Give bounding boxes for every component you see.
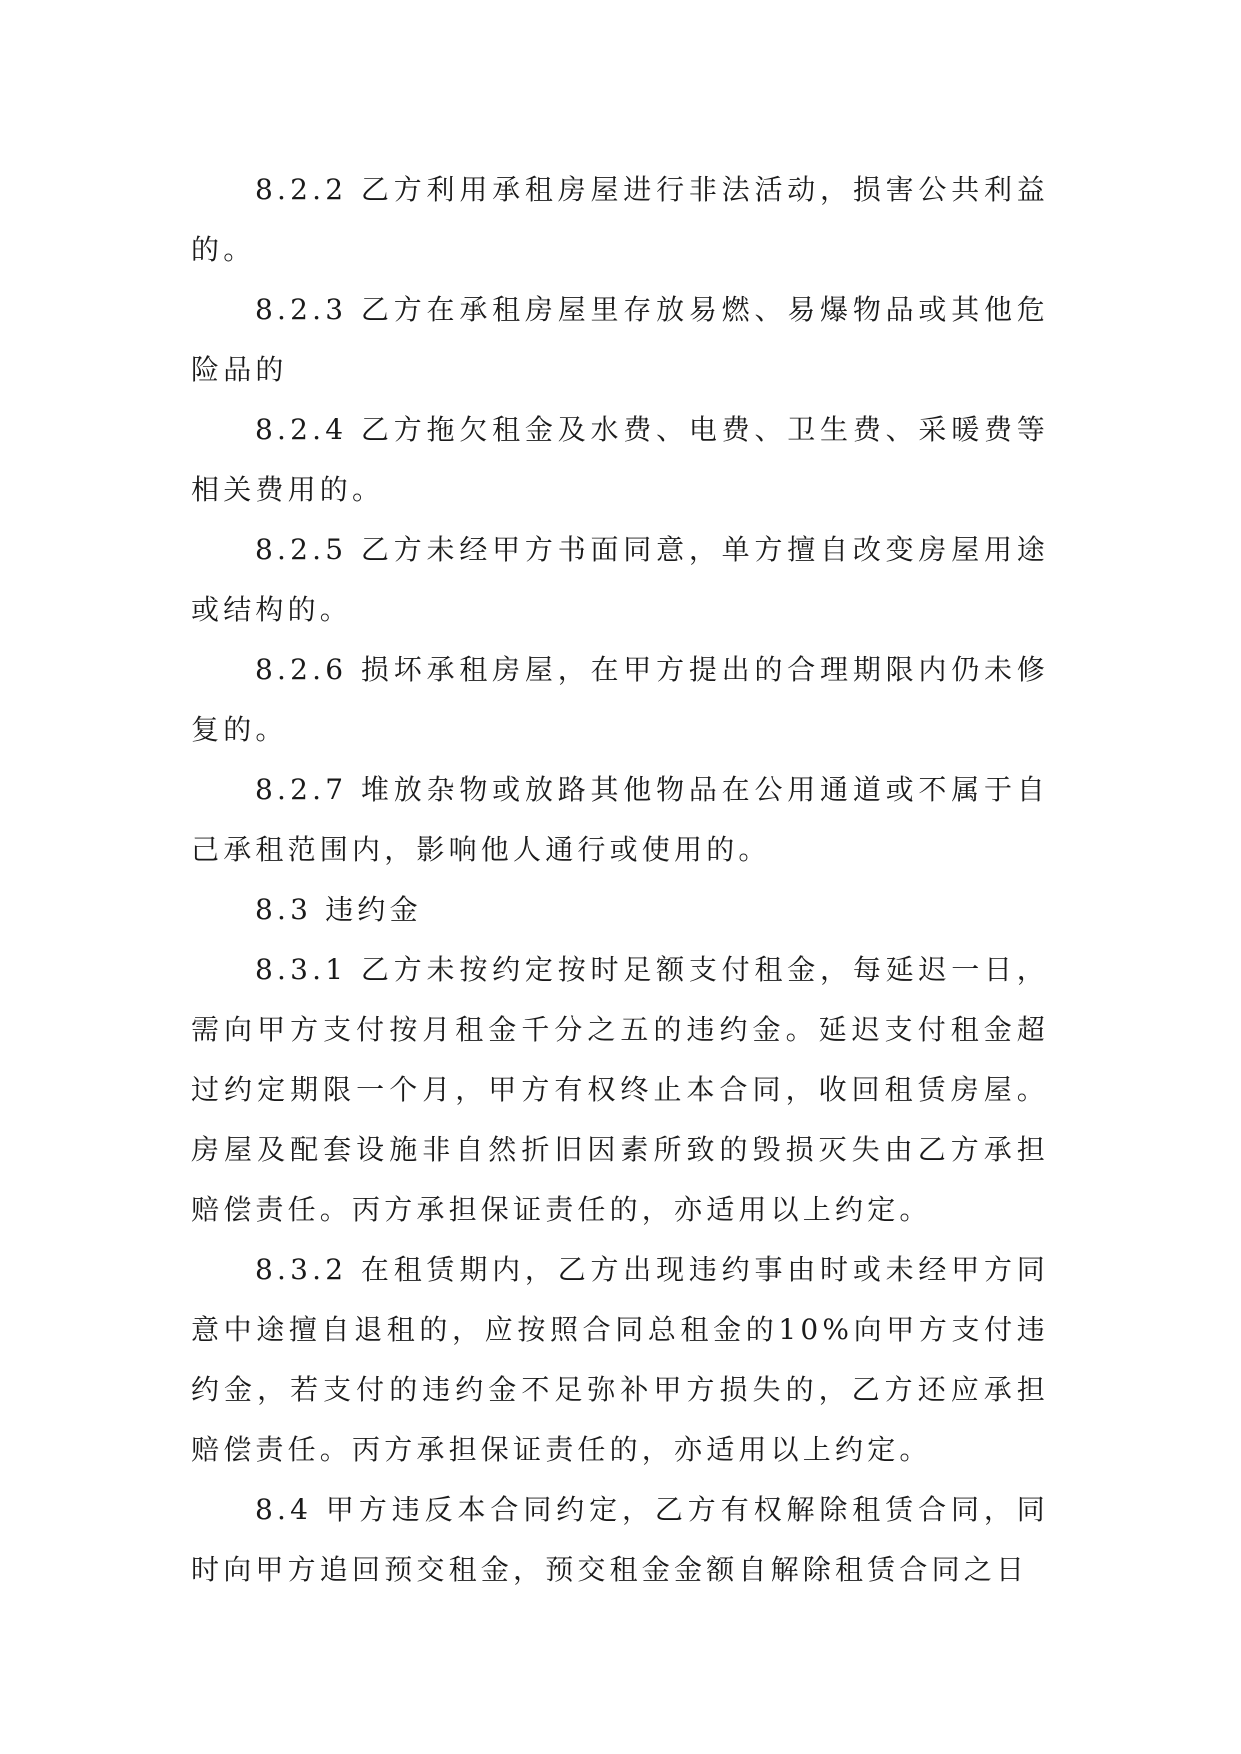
clause-8-3-1: 8.3.1 乙方未按约定按时足额支付租金，每延迟一日，需向甲方支付按月租金千分之五的违约金。延迟支付租金超过约定期限一个月，甲方有权终止本合同，收回租赁房屋。房屋及配套设施非自然折旧因素所致的毁损灭失由乙方承担赔偿责任。丙方承担保证责任的，亦适用以上约定。: [191, 953, 1049, 1226]
section-8-3-heading: 8.3 违约金: [255, 893, 422, 926]
clause-8-2-6: 8.2.6 损坏承租房屋，在甲方提出的合理期限内仍未修复的。: [191, 653, 1049, 746]
clause-8-2-7: 8.2.7 堆放杂物或放路其他物品在公用通道或不属于自己承租范围内，影响他人通行或使用的。: [191, 773, 1049, 866]
clause-8-2-3: 8.2.3 乙方在承租房屋里存放易燃、易爆物品或其他危险品的: [191, 293, 1049, 386]
clause-8-2-2: 8.2.2 乙方利用承租房屋进行非法活动，损害公共利益的。: [191, 173, 1049, 266]
clause-8-4: 8.4 甲方违反本合同约定，乙方有权解除租赁合同，同时向甲方追回预交租金，预交租金金额自解除租赁合同之日: [191, 1493, 1049, 1586]
document-body: [191, 160, 1049, 1600]
clause-8-2-5: 8.2.5 乙方未经甲方书面同意，单方擅自改变房屋用途或结构的。: [191, 533, 1049, 626]
clause-8-3-2: 8.3.2 在租赁期内，乙方出现违约事由时或未经甲方同意中途擅自退租的，应按照合同总租金的10%向甲方支付违约金，若支付的违约金不足弥补甲方损失的，乙方还应承担赔偿责任。丙方承担保证责任的，亦适用以上约定。: [191, 1253, 1049, 1466]
clause-8-2-4: 8.2.4 乙方拖欠租金及水费、电费、卫生费、采暖费等相关费用的。: [191, 413, 1049, 506]
